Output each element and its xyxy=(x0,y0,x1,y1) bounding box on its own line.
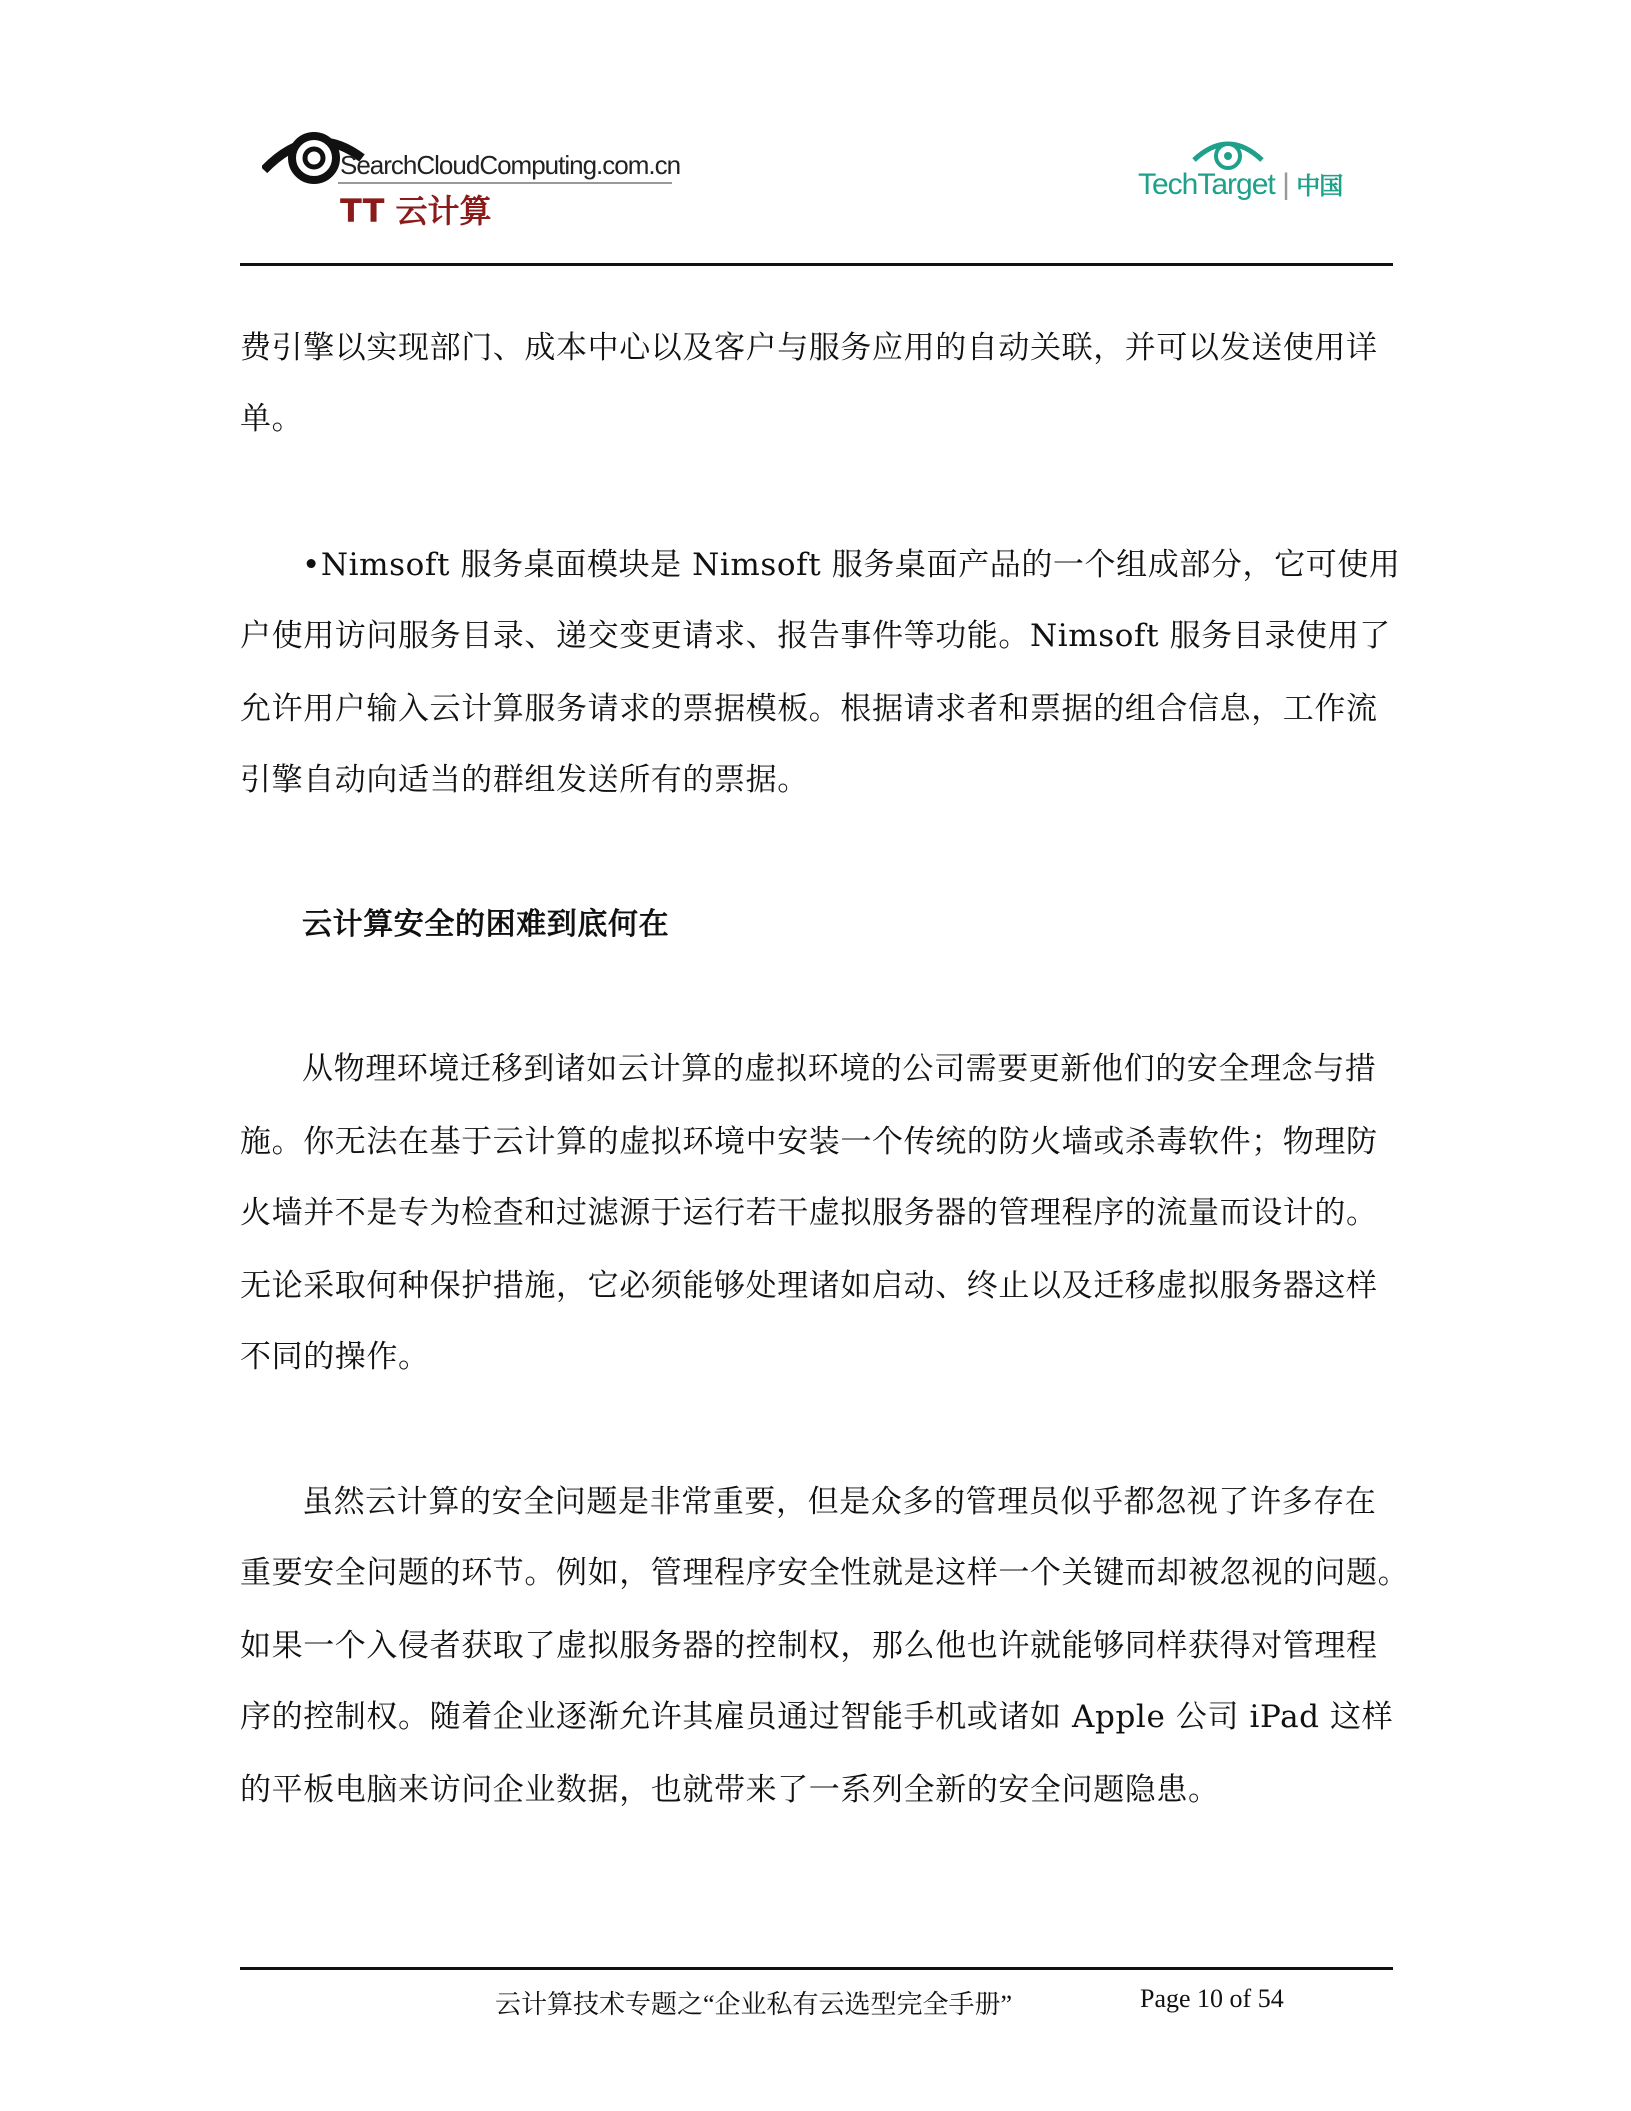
text-line: 如果一个入侵者获取了虚拟服务器的控制权，那么他也许就能够同样获得对管理程 xyxy=(240,1628,1378,1664)
text-line: 从物理环境迁移到诸如云计算的虚拟环境的公司需要更新他们的安全理念与措 xyxy=(302,1051,1377,1087)
text-line: 无论采取何种保护措施，它必须能够处理诸如启动、终止以及迁移虚拟服务器这样 xyxy=(240,1268,1378,1304)
text-line: 火墙并不是专为检查和过滤源于运行若干虚拟服务器的管理程序的流量而设计的。 xyxy=(240,1195,1378,1231)
text-line: 的平板电脑来访问企业数据，也就带来了一系列全新的安全问题隐患。 xyxy=(240,1772,1220,1808)
text-line: 费引擎以实现部门、成本中心以及客户与服务应用的自动关联，并可以发送使用详 xyxy=(240,330,1378,366)
searchcloudcomputing-logo xyxy=(262,128,682,228)
text-line: 不同的操作。 xyxy=(240,1339,430,1375)
site-subtitle: TT 云计算 xyxy=(340,192,492,230)
brand-region: 中国 xyxy=(1296,173,1343,200)
text-line: 序的控制权。随着企业逐渐允许其雇员通过智能手机或诸如 Apple 公司 iPad 这样 xyxy=(240,1699,1394,1735)
text-line: •Nimsoft 服务桌面模块是 Nimsoft 服务桌面产品的一个组成部分，它可使用 xyxy=(302,547,1401,583)
page-number: Page 10 of 54 xyxy=(1140,1984,1284,2013)
section-heading: 云计算安全的困难到底何在 xyxy=(302,907,670,942)
text-line: 单。 xyxy=(240,401,304,437)
text-line: 虽然云计算的安全问题是非常重要，但是众多的管理员似乎都忽视了许多存在 xyxy=(302,1484,1377,1520)
site-name: SearchCloudComputing.com.cn xyxy=(340,150,681,180)
header-divider xyxy=(240,263,1393,266)
text-line: 施。你无法在基于云计算的虚拟环境中安装一个传统的防火墙或杀毒软件；物理防 xyxy=(240,1124,1378,1160)
footer-title: 云计算技术专题之“企业私有云选型完全手册” xyxy=(495,1990,1013,2019)
footer-divider xyxy=(240,1967,1393,1970)
brand-name: TechTarget xyxy=(1138,168,1275,201)
text-line: 户使用访问服务目录、递交变更请求、报告事件等功能。Nimsoft 服务目录使用了 xyxy=(240,618,1391,654)
text-line: 重要安全问题的环节。例如，管理程序安全性就是这样一个关键而却被忽视的问题。 xyxy=(240,1555,1410,1591)
text-line: 引擎自动向适当的群组发送所有的票据。 xyxy=(240,762,809,798)
techtarget-logo: TechTarget | 中国 xyxy=(1138,134,1348,209)
text-line: 允许用户输入云计算服务请求的票据模板。根据请求者和票据的组合信息，工作流 xyxy=(240,691,1378,727)
